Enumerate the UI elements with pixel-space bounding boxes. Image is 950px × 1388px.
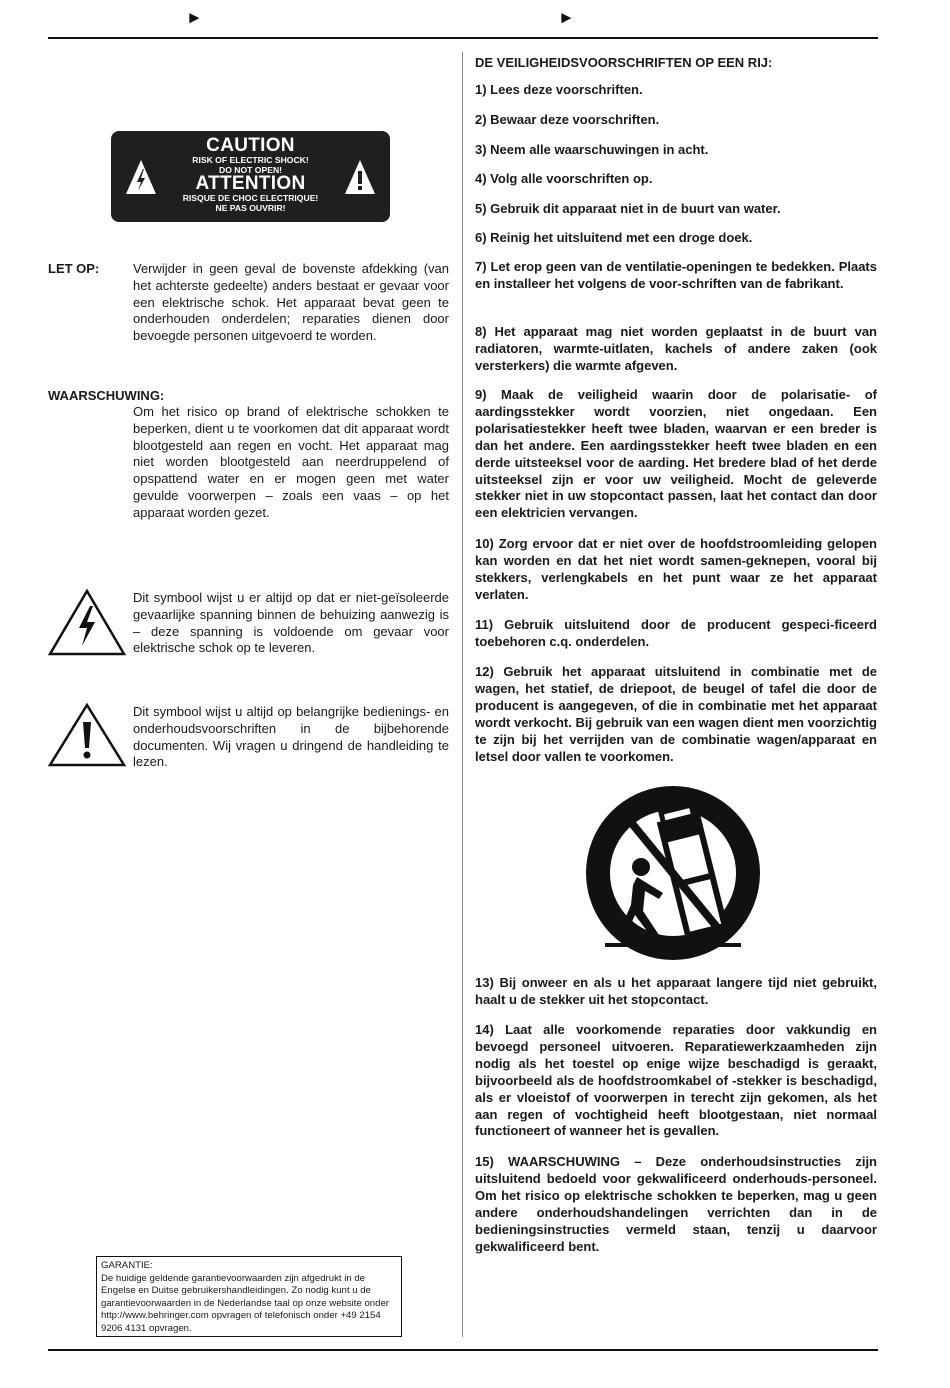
lightning-symbol-text: Dit symbool wijst u er altijd op dat er niet-geïsoleerde gevaarlijke spanning binnen de behuizing aanwezig is – deze spanning is voldoende om gevaar voor elektrische schok op te leveren. bbox=[133, 590, 449, 656]
list-item: 11) Gebruik uitsluitend door de producent gespeci-ficeerd toebehoren c.q. onderdelen. bbox=[475, 617, 877, 649]
lightning-symbol-icon bbox=[47, 588, 127, 658]
garantie-box bbox=[96, 1256, 402, 1337]
list-item: 13) Bij onweer en als u het apparaat langere tijd niet gebruikt, haalt u de stekker uit het stopcontact. bbox=[475, 975, 877, 1007]
list-item: 3) Neem alle waarschuwingen in acht. bbox=[475, 142, 709, 157]
caution-risk: RISK OF ELECTRIC SHOCK! bbox=[192, 155, 309, 165]
attention-risque: RISQUE DE CHOC ELECTRIQUE! bbox=[182, 193, 319, 203]
right-heading: DE VEILIGHEIDSVOORSCHRIFTEN OP EEN RIJ: bbox=[475, 55, 773, 70]
waarschuwing-text: Om het risico op brand of elektrische schokken te beperken, dient u te voorkomen dat dit apparaat wordt blootgesteld aan regen en vocht. Het apparaat mag niet worden blootgesteld aan neerdruppelend of opspattend water en er mogen geen met water gevulde voorwerpen – zoals een vaas – op het apparaat worden gezet. bbox=[133, 404, 449, 520]
caution-label bbox=[111, 131, 390, 222]
let-op-text: Verwijder in geen geval de bovenste afdekking (van het achterste gedeelte) anders bestaat er gevaar voor een elektrische schok. Het apparaat bevat geen te onderhouden onderdelen; reparaties dienen door bevoegde personen uitgevoerd te worden. bbox=[133, 261, 449, 344]
exclamation-warning-icon bbox=[343, 158, 377, 196]
bottom-rule bbox=[48, 1349, 878, 1351]
exclamation-symbol-icon bbox=[47, 702, 127, 768]
lightning-warning-icon bbox=[124, 158, 158, 196]
caution-do-not-open: DO NOT OPEN! bbox=[218, 165, 283, 175]
let-op-label: LET OP: bbox=[48, 261, 100, 276]
list-item: 14) Laat alle voorkomende reparaties door vakkundig en bevoegd personeel uitvoeren. Reparatiewerkzaamheden zijn nodig als het toestel op enige wijze beschadigd is geraakt, bijvoorbeeld als de hoofdstroomkabel of -stekker is beschadigd, als er vloeistof of voorwerpen in terecht zijn gekomen, als het aan regen of vochtigheid heeft blootgestaan, niet normaal functioneert of wanneer het is gevallen. bbox=[475, 1022, 877, 1139]
attention-ne-pas: NE PAS OUVRIR! bbox=[215, 203, 286, 213]
list-item: 15) WAARSCHUWING – Deze onderhoudsinstructies zijn uitsluitend bedoeld voor gekwalificeerd onderhouds-personeel. Om het risico op elektrische schokken te beperken, mag u geen andere onderhoudshandelingen verrichten dan in de bedieningsinstructies vermeld staan, tenzij u daarvoor gekwalificeerd bent. bbox=[475, 1154, 877, 1254]
cart-tip-over-warning-icon bbox=[585, 785, 761, 961]
garantie-text: De huidige geldende garantievoorwaarden zijn afgedrukt in de Engelse en Duitse gebruikershandleidingen. Zo nodig kunt u de garantievoorwaarden in de Nederlandse taal op onze website onder http://www.behringer.com opvragen of telefonisch onder +49 2154 9206 4131 opvragen. bbox=[101, 1272, 390, 1334]
top-rule bbox=[48, 37, 878, 39]
list-item: 10) Zorg ervoor dat er niet over de hoofdstroomleiding gelopen kan worden en dat het niet wordt samen-geknepen, vooral bij stekkers, verlengkabels en het punt waar ze het apparaat verlaten. bbox=[475, 536, 877, 602]
list-item: 5) Gebruik dit apparaat niet in de buurt van water. bbox=[475, 201, 781, 216]
list-item: 8) Het apparaat mag niet worden geplaatst in de buurt van radiatoren, warmte-uitlaten, kachels of andere zaken (ook versterkers) die warmte afgeven. bbox=[475, 324, 877, 373]
garantie-title: GARANTIE: bbox=[101, 1260, 153, 1271]
list-item: 2) Bewaar deze voorschriften. bbox=[475, 112, 660, 127]
exclamation-symbol-text: Dit symbool wijst u altijd op belangrijke bedienings- en onderhoudsvoorschriften in de bijbehorende documenten. Wij vragen u dringend de handleiding te lezen. bbox=[133, 704, 449, 770]
attention-title: ATTENTION bbox=[195, 173, 306, 194]
list-item: 4) Volg alle voorschriften op. bbox=[475, 171, 653, 186]
list-item: 1) Lees deze voorschriften. bbox=[475, 82, 643, 97]
list-item: 12) Gebruik het apparaat uitsluitend in combinatie met de wagen, het statief, de driepoot, de beugel of tafel die door de producent is aangegeven, of die in combinatie met het apparaat wordt verkocht. Bij gebruik van een wagen dient men voorzichtig te zijn bij het verrijden van de combinatie wagen/apparaat en letsel door vallen te voorkomen. bbox=[475, 664, 877, 764]
list-item: 9) Maak de veiligheid waarin door de polarisatie- of aardingsstekker wordt voorzien, niet ongedaan. Een polarisatiestekker heeft twee bladen, waarvan er een breder is dan het andere. Een aardingsstekker heeft twee bladen en een derde uitsteeksel voor de aarding. Het bredere blad of het derde uitsteeksel zijn er voor uw veiligheid. Mocht de geleverde stekker niet in uw stopcontact passen, laat het contact dan door een elektricien vervangen. bbox=[475, 387, 877, 521]
list-item: 7) Let erop geen van de ventilatie-openingen te bedekken. Plaats en installeer het volgens de voor-schriften van de fabrikant. bbox=[475, 259, 877, 291]
column-separator bbox=[462, 52, 463, 1337]
header-arrow-left: ► bbox=[186, 8, 203, 27]
caution-title: CAUTION bbox=[206, 135, 295, 156]
waarschuwing-label: WAARSCHUWING: bbox=[48, 388, 165, 403]
list-item: 6) Reinig het uitsluitend met een droge doek. bbox=[475, 230, 753, 245]
header-arrow-right: ► bbox=[558, 8, 575, 27]
